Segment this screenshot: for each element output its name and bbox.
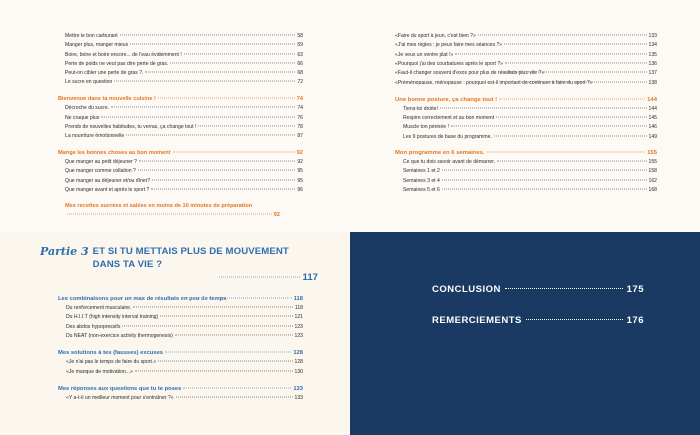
- toc-entry[interactable]: [58, 132, 303, 141]
- toc-acknowledgements-label: REMERCIEMENTS: [432, 315, 522, 326]
- toc-entry[interactable]: [58, 78, 303, 87]
- toc-entry-page: 168: [648, 186, 657, 193]
- leader-dots: [120, 35, 296, 36]
- toc-entry-page: 123: [294, 332, 303, 339]
- toc-entry-page: 95: [297, 177, 303, 184]
- toc-entry-label: Semaines 1 et 2: [403, 168, 440, 175]
- toc-entry-label: Du NEAT (non-exercice activity thermogenesis): [66, 332, 173, 339]
- toc-entry[interactable]: [395, 51, 657, 60]
- toc-entry[interactable]: [395, 41, 657, 50]
- toc-entry-label: «Je n'ai pas le temps de faire du sport.»: [66, 359, 157, 366]
- leader-dots: [122, 325, 292, 326]
- toc-entry-page: 138: [648, 80, 657, 87]
- toc-entry[interactable]: [58, 323, 303, 332]
- toc-entry-page: 128: [294, 359, 303, 366]
- toc-entry-label: Boire, boire et boire encore... de l'eau évidemment !: [65, 51, 182, 58]
- toc-conclusion-page: 175: [626, 284, 644, 295]
- toc-entry-page: 133: [648, 33, 657, 39]
- toc-entry[interactable]: [58, 158, 303, 167]
- toc-entry[interactable]: [395, 79, 657, 88]
- leader-dots: [175, 334, 293, 335]
- leader-dots: [198, 125, 295, 126]
- toc-entry-page: 66: [297, 60, 303, 67]
- toc-entry[interactable]: [395, 133, 657, 142]
- leader-dots: [442, 170, 647, 171]
- toc-entry-label: «Pourquoi j'ai des courbatures après le sport ?»: [395, 60, 504, 67]
- toc-entry-label: «Je veux un ventre plat !»: [395, 51, 454, 58]
- toc-entry-page: 149: [648, 133, 657, 140]
- toc-entry-label: Peut-on cibler une perte de gras ?.: [65, 70, 144, 77]
- toc-section-page: 92: [296, 149, 303, 156]
- toc-entry-page: 135: [648, 51, 657, 58]
- leader-dots: [442, 188, 647, 189]
- toc-entry-page: 121: [294, 314, 303, 321]
- part3-section-3-label: Mes réponses aux questions que tu te poses: [58, 386, 182, 393]
- toc-entry[interactable]: [395, 32, 657, 41]
- toc-entry-page: 137: [648, 70, 657, 77]
- leader-dots: [182, 297, 292, 298]
- toc-entry[interactable]: [395, 123, 657, 132]
- toc-entry-page: 134: [648, 42, 657, 49]
- part3-page: 117: [302, 272, 318, 283]
- leader-dots: [135, 370, 293, 371]
- toc-entry[interactable]: [58, 368, 303, 377]
- toc-entry[interactable]: [58, 304, 303, 313]
- toc-entry-label: Ce que tu dois savoir avant de démarrer.: [403, 158, 496, 165]
- toc-section-label: Mange les bonnes choses au bon moment: [58, 149, 171, 156]
- toc-entry-page: 59: [297, 42, 303, 49]
- toc-entry-label: Prends de nouvelles habitudes, tu verras, ça change tout !: [65, 123, 197, 130]
- toc-entry-page: 144: [648, 105, 657, 112]
- leader-dots: [139, 161, 295, 162]
- toc-entry[interactable]: [58, 114, 303, 123]
- leader-dots: [114, 81, 295, 82]
- part3-section-3: [40, 385, 318, 404]
- part3-section-1-page: 118: [293, 295, 303, 302]
- part3-title: [40, 246, 318, 271]
- leader-dots: [152, 179, 295, 180]
- left-top-toc: [58, 32, 303, 220]
- leader-dots: [138, 170, 296, 171]
- leader-dots: [133, 307, 292, 308]
- toc-entry-label: Que manger au petit déjeuner ?: [65, 159, 137, 166]
- toc-entry-label: Les 9 postures de base du programme.: [403, 133, 492, 140]
- leader-dots: [173, 151, 295, 152]
- toc-entry-label: «Faire du sport à jeun, c'est bien ?»: [395, 33, 476, 39]
- part3-section-2: [40, 349, 318, 377]
- toc-entry-label: «Y a-t-il un meilleur moment pour s'entraîner ?»: [66, 395, 174, 402]
- toc-acknowledgements-page: 176: [626, 315, 644, 326]
- leader-dots: [160, 316, 292, 317]
- leader-dots: [496, 117, 646, 118]
- toc-entry-label: Décroche du sucre.: [65, 105, 110, 112]
- part3-main-label: ET SI TU METTAIS PLUS DE MOUVEMENT DANS TA VIE ?: [92, 246, 289, 270]
- right-bottom-toc: [432, 283, 644, 328]
- right-bottom-panel: [350, 232, 700, 435]
- part3-script-label: Partie 3: [40, 245, 89, 258]
- leader-dots: [521, 82, 647, 83]
- toc-entry[interactable]: [395, 158, 657, 167]
- toc-section-heading[interactable]: [395, 95, 657, 105]
- toc-entry[interactable]: [58, 313, 303, 322]
- part3-section-2-heading[interactable]: [58, 349, 303, 358]
- leader-dots: [183, 388, 291, 389]
- toc-entry-page: 155: [648, 158, 657, 165]
- toc-section-page: 155: [647, 149, 657, 156]
- leader-dots: [497, 160, 646, 161]
- toc-entry[interactable]: [395, 105, 657, 114]
- toc-entry[interactable]: [395, 69, 657, 78]
- toc-entry-page: 145: [648, 115, 657, 122]
- toc-entry[interactable]: [58, 177, 303, 186]
- part3-block: [40, 246, 318, 404]
- toc-entry[interactable]: [395, 186, 657, 195]
- toc-recipes-page: 92: [273, 211, 280, 218]
- right-page: [350, 0, 700, 435]
- leader-dots: [502, 72, 647, 73]
- toc-entry-page: 87: [297, 133, 303, 140]
- toc-entry-label: Tiens-toi droite!: [403, 105, 438, 112]
- toc-acknowledgements-entry[interactable]: [432, 314, 644, 328]
- toc-entry[interactable]: [395, 177, 657, 186]
- leader-dots: [505, 288, 623, 289]
- toc-entry[interactable]: [58, 51, 303, 60]
- toc-entry[interactable]: [58, 123, 303, 132]
- part3-section-2-label: Mes solutions à tes (fausses) excuses: [58, 350, 164, 357]
- toc-entry-page: 92: [297, 159, 303, 166]
- toc-entry-page: 118: [294, 305, 303, 311]
- toc-entry-page: 96: [297, 187, 303, 194]
- leader-dots: [526, 319, 623, 320]
- leader-dots: [67, 213, 272, 214]
- toc-entry-page: 136: [648, 60, 657, 67]
- toc-entry-label: «J'ai mes règles : je peux faire mes séances ?»: [395, 42, 503, 49]
- toc-section-page: 144: [647, 96, 657, 103]
- toc-section-page: 74: [296, 95, 303, 102]
- toc-section-label: Une bonne posture, ça change tout !: [395, 96, 498, 103]
- toc-entry-label: Ne craque plus: [65, 114, 100, 121]
- toc-entry-page: 130: [294, 368, 303, 375]
- toc-entry-label: Que manger au déjeuner et/ou dîner?: [65, 177, 151, 184]
- toc-entry-page: 123: [294, 323, 303, 330]
- leader-dots: [451, 126, 647, 127]
- leader-dots: [126, 135, 295, 136]
- toc-section-heading[interactable]: [58, 95, 303, 105]
- toc-recipes-entry[interactable]: [58, 202, 303, 220]
- toc-entry-page: 78: [297, 123, 303, 130]
- toc-entry-label: Du H.I.I.T (high intensity interval training): [66, 314, 159, 321]
- leader-dots: [158, 361, 292, 362]
- leader-dots: [151, 189, 295, 190]
- toc-entry-page: 162: [648, 177, 657, 184]
- leader-dots: [219, 277, 300, 278]
- leader-dots: [499, 98, 645, 99]
- toc-entry[interactable]: [58, 32, 303, 41]
- toc-entry-page: 146: [648, 124, 657, 131]
- leader-dots: [442, 179, 647, 180]
- leader-dots: [494, 135, 647, 136]
- toc-entry-label: Semaines 5 et 6: [403, 186, 440, 193]
- toc-entry-page: 76: [297, 114, 303, 121]
- leader-dots: [170, 62, 295, 63]
- leader-dots: [145, 72, 295, 73]
- toc-entry[interactable]: [395, 167, 657, 176]
- toc-entry[interactable]: [58, 394, 303, 403]
- toc-entry-page: 68: [297, 70, 303, 77]
- toc-section-label: Mon programme en 6 semaines.: [395, 149, 485, 156]
- toc-entry-label: «Je manque de motivation...»: [66, 368, 133, 375]
- leader-dots: [111, 107, 295, 108]
- toc-entry-page: 72: [297, 79, 303, 86]
- leader-dots: [130, 44, 295, 45]
- toc-entry-label: Mettre le bon carburant: [65, 33, 118, 39]
- toc-recipes-page-row: [65, 211, 280, 221]
- toc-entry-label: Que manger comme collation ?: [65, 168, 136, 175]
- toc-entry-label: Du renforcement musculaire.: [66, 305, 132, 311]
- toc-section-heading[interactable]: [395, 148, 657, 158]
- toc-entry[interactable]: [58, 60, 303, 69]
- toc-entry-label: «Faut-il changer souvent d'exos pour plus de résultats plus vite ?»: [395, 70, 545, 77]
- toc-entry-page: 158: [648, 168, 657, 175]
- toc-entry-label: Perte de poids ne veut pas dire perte de gras.: [65, 60, 169, 67]
- toc-entry-label: Que manger avant et après le sport ?: [65, 187, 150, 194]
- part3-section-1-label[interactable]: Les combinaisons pour un max de résultats en peu de temps: [58, 295, 227, 302]
- part3-section-3-heading[interactable]: [58, 385, 303, 394]
- leader-dots: [505, 62, 646, 63]
- part3-section-1: [40, 295, 318, 342]
- toc-entry-label: Manger plus, manger mieux: [65, 42, 129, 49]
- toc-section-label: Bienvenue dans ta nouvelle cuisine !: [58, 95, 156, 102]
- toc-entry[interactable]: [58, 358, 303, 367]
- toc-entry[interactable]: [395, 114, 657, 123]
- toc-entry-page: 133: [294, 395, 303, 402]
- leader-dots: [487, 151, 645, 152]
- toc-conclusion-entry[interactable]: [432, 283, 644, 297]
- toc-entry-page: 74: [297, 105, 303, 112]
- toc-section-heading[interactable]: [58, 149, 303, 159]
- leader-dots: [158, 97, 295, 98]
- right-top-toc: [395, 32, 657, 195]
- toc-entry-page: 58: [297, 33, 303, 39]
- toc-entry-label: La nourriture émotionnelle: [65, 133, 125, 140]
- toc-entry-label: «Préménopause, ménopause : pourquoi est-il important de continuer à faire du sport ?»: [395, 80, 593, 87]
- part3-section-3-page: 133: [293, 386, 303, 393]
- toc-entry[interactable]: [58, 41, 303, 50]
- leader-dots: [165, 352, 291, 353]
- leader-dots: [455, 53, 646, 54]
- toc-entry[interactable]: [395, 60, 657, 69]
- toc-entry[interactable]: [58, 332, 303, 341]
- toc-recipes-label: Mes recettes sucrées et salées en moins de 10 minutes de préparation: [65, 203, 253, 210]
- leader-dots: [184, 53, 296, 54]
- part3-section-2-page: 128: [293, 350, 303, 357]
- toc-entry-label: Semaines 3 et 4: [403, 177, 440, 184]
- leader-dots: [478, 35, 647, 36]
- toc-entry[interactable]: [58, 186, 303, 195]
- toc-entry-page: 63: [297, 51, 303, 58]
- leader-dots: [176, 397, 293, 398]
- part3-page-row: [40, 272, 318, 285]
- toc-entry[interactable]: [58, 104, 303, 113]
- toc-entry-label: Respire correctement et au bon moment: [403, 115, 495, 122]
- leader-dots: [504, 44, 646, 45]
- toc-entry-label: Des abdos hypopressifs: [66, 323, 121, 330]
- toc-entry-page: 95: [297, 168, 303, 175]
- toc-entry[interactable]: [58, 167, 303, 176]
- toc-entry-label: Le sucre en question: [65, 79, 113, 86]
- toc-conclusion-label: CONCLUSION: [432, 284, 501, 295]
- leader-dots: [440, 107, 647, 108]
- leader-dots: [101, 116, 295, 117]
- toc-entry[interactable]: [58, 69, 303, 78]
- toc-entry-label: Muscle ton périnée !: [403, 124, 449, 131]
